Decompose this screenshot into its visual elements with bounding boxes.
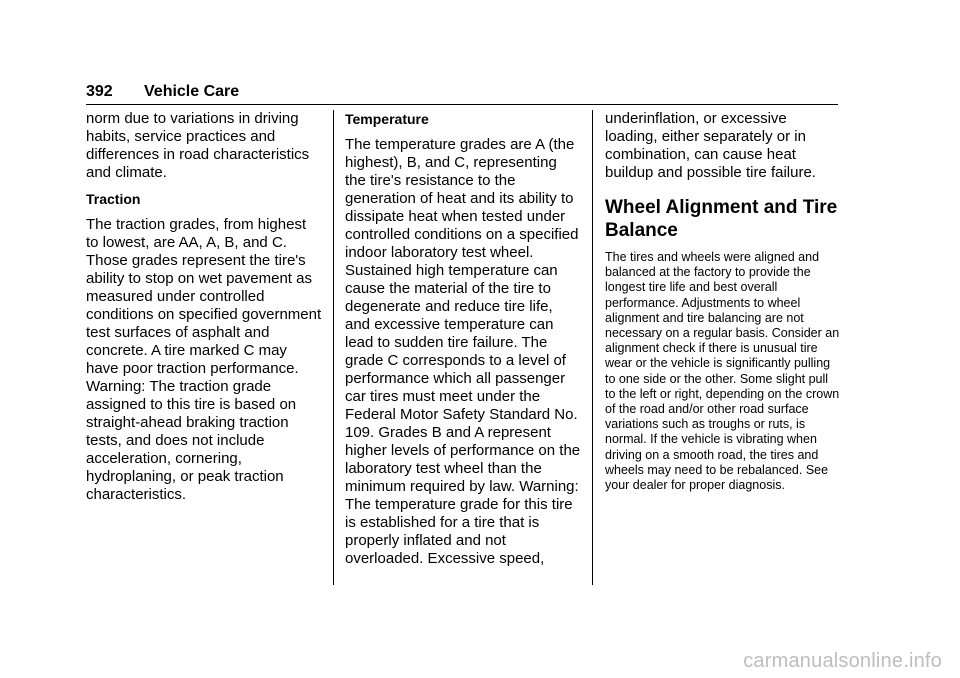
continued-paragraph: underinflation, or excessive loading, either separately or in combination, can cause heat buildup and possible tire failure. xyxy=(605,110,816,181)
temperature-heading: Temperature xyxy=(345,111,429,127)
watermark: carmanualsonline.info xyxy=(743,650,942,672)
page-number: 392 xyxy=(86,83,113,100)
traction-paragraph: The traction grades, from highest to lowest, are AA, A, B, and C. Those grades represent the tire's ability to stop on wet pavement as measured under controlled conditions on specified government test surfaces of asphalt and concrete. A tire marked C may have poor traction performance. Warning: The traction grade assigned to this tire is based on straight-ahead braking traction tests, and does not include acceleration, cornering, hydroplaning, or peak traction characteristics. xyxy=(86,216,322,503)
section-title: Vehicle Care xyxy=(144,83,240,100)
column-divider-2 xyxy=(592,110,593,585)
column-divider-1 xyxy=(333,110,334,585)
header-divider xyxy=(86,104,838,105)
wheel-alignment-paragraph: The tires and wheels were aligned and balanced at the factory to provide the longest tire life and best overall performance. Adjustments to wheel alignment and tire balancing are not necessary on a regular basis. Consider an alignment check if there is unusual tire wear or the vehicle is significantly pulling to one side or the other. Some slight pull to the left or right, depending on the crown of the road and/or other road surface variations such as troughs or ruts, is normal. If the vehicle is vibrating when driving on a smooth road, the tires and wheels may need to be rebalanced. See your dealer for proper diagnosis. xyxy=(605,250,840,493)
temperature-paragraph: The temperature grades are A (the highest), B, and C, representing the tire's resistance to the generation of heat and its ability to dissipate heat when tested under controlled conditions on a specified indoor laboratory test wheel. Sustained high temperature can cause the material of the tire to degenerate and reduce tire life, and excessive temperature can lead to sudden tire failure. The grade C corresponds to a level of performance which all passenger car tires must meet under the Federal Motor Safety Standard No. 109. Grades B and A represent higher levels of performance on the laboratory test wheel than the minimum required by law. Warning: The temperature grade for this tire is established for a tire that is properly inflated and not overloaded. Excessive speed, xyxy=(345,136,581,567)
column-1 xyxy=(86,110,322,512)
column-2 xyxy=(345,110,581,576)
column-3 xyxy=(605,110,841,493)
wheel-alignment-heading: Wheel Alignment and Tire Balance xyxy=(605,197,838,241)
traction-heading: Traction xyxy=(86,191,141,207)
page-header xyxy=(86,82,239,102)
intro-paragraph: norm due to variations in driving habits, service practices and differences in road characteristics and climate. xyxy=(86,110,310,181)
